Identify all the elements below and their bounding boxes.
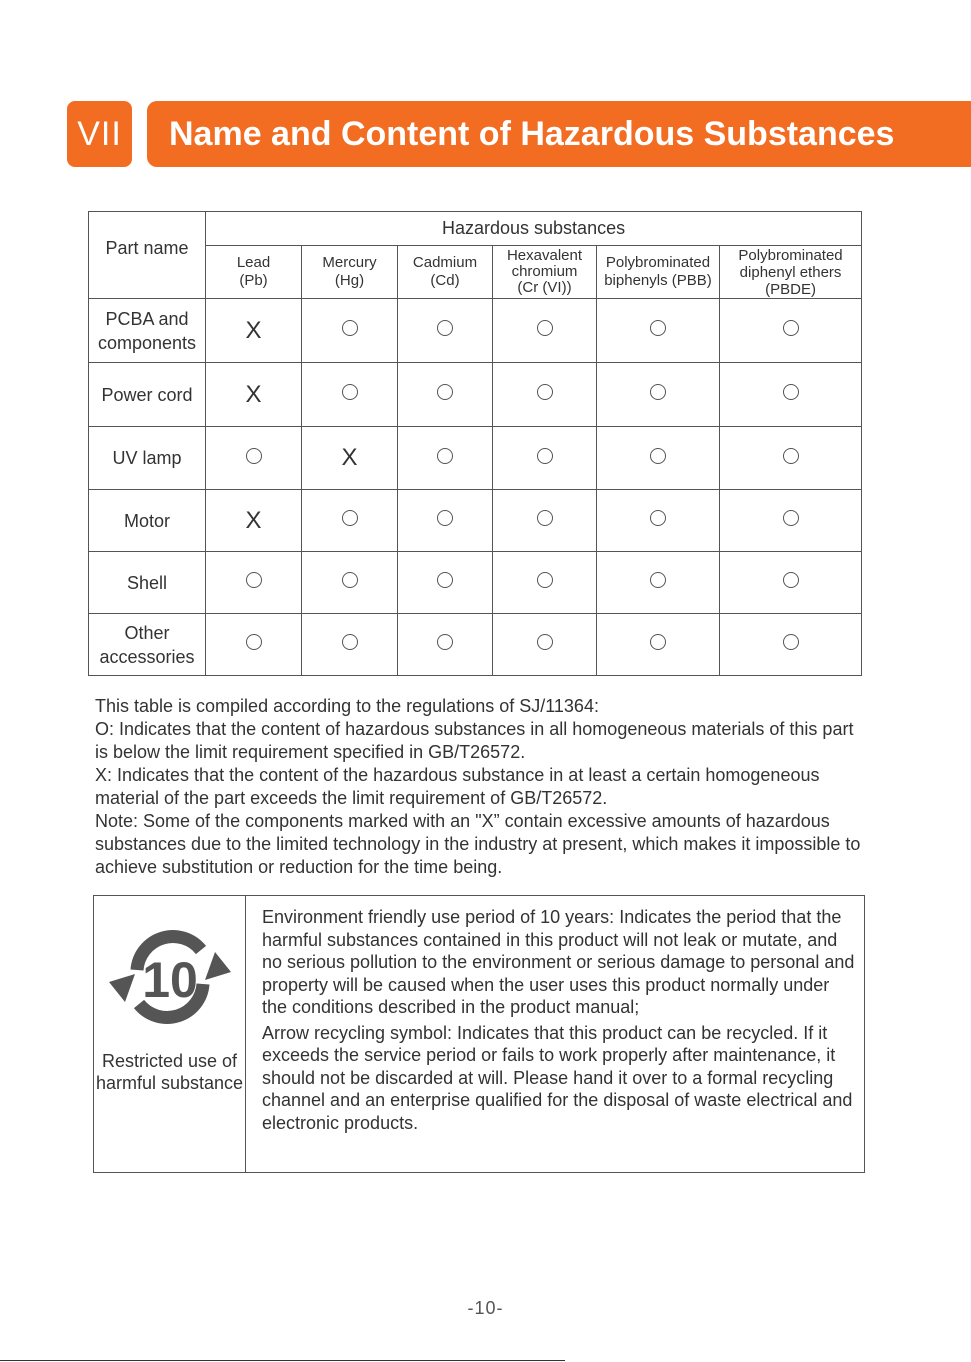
x-legend-note: X: Indicates that the content of the hazardous substance in at least a certain homogeneous material of the part exceeds the limit requirement of GB/T26572. — [95, 765, 820, 808]
compiled-note: This table is compiled according to the regulations of SJ/11364: — [95, 696, 599, 716]
technology-note: Note: Some of the components marked with an "X” contain excessive amounts of hazardous substances due to the limited technology in the industry at present, which makes it impossible to achieve substitution or reduction for the time being. — [95, 811, 861, 877]
page-number: -10- — [467, 1298, 504, 1318]
exceeds-limit-mark: X — [206, 490, 302, 552]
below-limit-mark — [597, 614, 720, 676]
part-name-cell: Other accessories — [89, 614, 206, 676]
below-limit-mark — [398, 427, 493, 490]
footer-divider — [0, 1360, 565, 1361]
below-limit-mark — [493, 427, 597, 490]
circle-icon — [650, 384, 666, 400]
circle-icon — [437, 572, 453, 588]
exceeds-limit-mark: X — [302, 427, 398, 490]
part-name-cell: Motor — [89, 490, 206, 552]
table-notes — [95, 695, 865, 879]
circle-icon — [537, 634, 553, 650]
circle-icon — [783, 384, 799, 400]
recycling-paragraph: Arrow recycling symbol: Indicates that this product can be recycled. If it exceeds the service period or fails to work properly after maintenance, it should not be discarded at will. Please hand it over to a formal recycling channel and an enterprise qualified for the disposal of waste electrical and electronic products. — [262, 1022, 853, 1133]
circle-icon — [537, 572, 553, 588]
circle-icon — [246, 448, 262, 464]
circle-icon — [246, 572, 262, 588]
table-row — [89, 363, 862, 427]
below-limit-mark — [302, 363, 398, 427]
exceeds-limit-mark: X — [206, 299, 302, 363]
part-name-cell: UV lamp — [89, 427, 206, 490]
below-limit-mark — [597, 490, 720, 552]
below-limit-mark — [206, 614, 302, 676]
below-limit-mark — [398, 490, 493, 552]
table-row — [89, 614, 862, 676]
section-number-badge: VII — [67, 101, 132, 167]
circle-icon — [650, 448, 666, 464]
circle-icon — [783, 572, 799, 588]
substance-header: Polybrominated biphenyls (PBB) — [597, 246, 720, 299]
below-limit-mark — [720, 427, 862, 490]
below-limit-mark — [720, 363, 862, 427]
below-limit-mark — [720, 552, 862, 614]
circle-icon — [537, 448, 553, 464]
use-period-number: 10 — [141, 952, 198, 1008]
below-limit-mark — [398, 299, 493, 363]
circle-icon — [342, 634, 358, 650]
circle-icon — [437, 448, 453, 464]
below-limit-mark — [302, 490, 398, 552]
hazardous-substances-header: Hazardous substances — [206, 212, 862, 246]
part-name-cell: Shell — [89, 552, 206, 614]
circle-icon — [783, 634, 799, 650]
below-limit-mark — [597, 363, 720, 427]
exceeds-limit-mark: X — [206, 363, 302, 427]
circle-icon — [650, 510, 666, 526]
below-limit-mark — [493, 363, 597, 427]
circle-icon — [783, 448, 799, 464]
below-limit-mark — [597, 552, 720, 614]
below-limit-mark — [720, 299, 862, 363]
below-limit-mark — [493, 552, 597, 614]
o-legend-note: O: Indicates that the content of hazardous substances in all homogeneous materials of this part is below the limit requirement specified in GB/T26572. — [95, 719, 854, 762]
symbol-caption: Restricted use of harmful substance — [95, 1051, 244, 1093]
table-row — [89, 299, 862, 363]
below-limit-mark — [398, 363, 493, 427]
circle-icon — [437, 384, 453, 400]
below-limit-mark — [398, 552, 493, 614]
below-limit-mark — [493, 614, 597, 676]
circle-icon — [437, 510, 453, 526]
below-limit-mark — [206, 552, 302, 614]
substance-header: Cadmium (Cd) — [398, 246, 493, 299]
below-limit-mark — [302, 614, 398, 676]
circle-icon — [246, 634, 262, 650]
circle-icon — [537, 384, 553, 400]
circle-icon — [437, 320, 453, 336]
environment-info-box — [93, 895, 865, 1173]
below-limit-mark — [720, 614, 862, 676]
circle-icon — [650, 634, 666, 650]
circle-icon — [342, 384, 358, 400]
circle-icon — [437, 634, 453, 650]
circle-icon — [342, 320, 358, 336]
below-limit-mark — [597, 299, 720, 363]
below-limit-mark — [398, 614, 493, 676]
substance-header: Hexavalent chromium (Cr (VI)) — [493, 246, 597, 299]
part-name-cell: Power cord — [89, 363, 206, 427]
circle-icon — [537, 510, 553, 526]
page-title: Name and Content of Hazardous Substances — [147, 101, 971, 167]
circle-icon — [342, 572, 358, 588]
below-limit-mark — [493, 490, 597, 552]
table-row — [89, 552, 862, 614]
recycling-arrows-icon — [109, 922, 231, 1030]
below-limit-mark — [302, 299, 398, 363]
circle-icon — [783, 510, 799, 526]
below-limit-mark — [597, 427, 720, 490]
substance-header: Lead (Pb) — [206, 246, 302, 299]
circle-icon — [650, 320, 666, 336]
circle-icon — [537, 320, 553, 336]
hazardous-substances-table — [88, 211, 862, 676]
below-limit-mark — [302, 552, 398, 614]
part-name-header: Part name — [89, 212, 206, 299]
below-limit-mark — [493, 299, 597, 363]
table-row — [89, 490, 862, 552]
circle-icon — [650, 572, 666, 588]
table-row — [89, 427, 862, 490]
part-name-cell: PCBA and components — [89, 299, 206, 363]
below-limit-mark — [720, 490, 862, 552]
circle-icon — [783, 320, 799, 336]
symbol-panel — [94, 896, 246, 1172]
substance-header: Mercury (Hg) — [302, 246, 398, 299]
symbol-explanation — [246, 896, 864, 1172]
below-limit-mark — [206, 427, 302, 490]
substance-header: Polybrominated diphenyl ethers (PBDE) — [720, 246, 862, 299]
use-period-paragraph: Environment friendly use period of 10 years: Indicates the period that the harmful substances contained in this product will not leak or mutate, and no serious pollution to the environment or serious damage to personal and property will be caused when the user uses this product normally under the conditions described in the product manual; — [262, 907, 855, 1017]
circle-icon — [342, 510, 358, 526]
